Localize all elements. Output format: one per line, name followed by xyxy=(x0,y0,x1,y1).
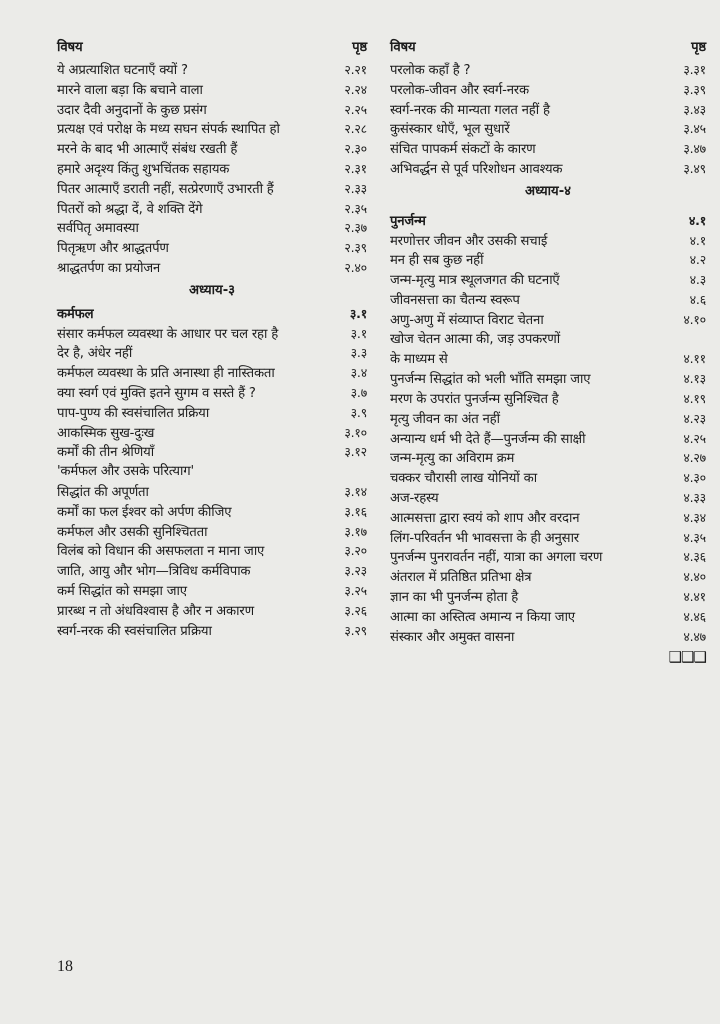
entry-page: ३.२५ xyxy=(344,582,367,598)
entry-title: खोज चेतन आत्मा की, जड़ उपकरणों xyxy=(390,331,561,347)
toc-entry xyxy=(57,502,367,522)
toc-entry xyxy=(390,468,706,488)
toc-entry xyxy=(57,541,367,561)
toc-entry xyxy=(390,80,706,100)
entry-title: पितरों को श्रद्धा दें, वे शक्ति देंगे xyxy=(57,201,203,217)
toc-entry xyxy=(390,528,706,548)
toc-entry xyxy=(57,238,367,258)
entry-title: प्रत्यक्ष एवं परोक्ष के मध्य सघन संपर्क स्थापित हो xyxy=(57,122,280,138)
entry-title: अणु-अणु में संव्याप्त विराट चेतना xyxy=(390,312,544,328)
page-heading: पृष्ठ xyxy=(352,40,367,55)
toc-entry xyxy=(390,369,706,389)
entry-page: ३.१ xyxy=(349,305,367,321)
toc-entry xyxy=(390,310,706,330)
toc-entry xyxy=(390,349,706,369)
toc-entry xyxy=(390,508,706,528)
toc-entry xyxy=(390,409,706,429)
entry-title: मरण के उपरांत पुनर्जन्म सुनिश्चित है xyxy=(390,391,559,407)
entry-title: अभिवर्द्धन से पूर्व परिशोधन आवश्यक xyxy=(390,161,563,177)
toc-entry xyxy=(390,159,706,179)
entry-title: ये अप्रत्याशित घटनाएँ क्यों ? xyxy=(57,63,188,78)
toc-entry xyxy=(57,403,367,423)
section-entry xyxy=(390,211,706,231)
entry-page: ४.३३ xyxy=(683,489,706,505)
entry-title: जाति, आयु और भोग—त्रिविध कर्मविपाक xyxy=(57,564,251,580)
entry-title: कर्मफल xyxy=(57,306,94,322)
toc-entry xyxy=(57,159,367,179)
entry-title: पितर आत्माएँ डराती नहीं, सत्प्रेरणाएँ उभारती हैं xyxy=(57,181,274,197)
entry-title: स्वर्ग-नरक की स्वसंचालित प्रक्रिया xyxy=(57,623,212,639)
toc-entry xyxy=(57,522,367,542)
subject-heading: विषय xyxy=(57,40,83,55)
subject-heading: विषय xyxy=(390,40,416,55)
entry-page: ४.११ xyxy=(683,351,706,367)
toc-header xyxy=(390,36,706,60)
entry-page: ३.२३ xyxy=(344,563,367,579)
page-heading: पृष्ठ xyxy=(691,40,706,55)
entry-title: उदार दैवी अनुदानों के कुछ प्रसंग xyxy=(57,102,207,118)
entry-page: ३.७ xyxy=(350,384,367,400)
entry-title: मन ही सब कुछ नहीं xyxy=(390,253,484,269)
entry-page: ४.३ xyxy=(689,272,706,288)
entry-title: चक्कर चौरासी लाख योनियों का xyxy=(390,471,537,487)
toc-entry xyxy=(390,429,706,449)
section-entry xyxy=(57,304,367,324)
entry-page: ४.२ xyxy=(689,252,706,268)
toc-entry xyxy=(390,270,706,290)
toc-entry xyxy=(57,383,367,403)
entry-title: परलोक-जीवन और स्वर्ग-नरक xyxy=(390,82,529,98)
entry-title: आत्मसत्ता द्वारा स्वयं को शाप और वरदान xyxy=(390,510,580,526)
entry-page: ३.१६ xyxy=(344,503,367,519)
toc-entry xyxy=(390,567,706,587)
entry-title: 'कर्मफल और उसके परित्याग' xyxy=(57,464,194,480)
entry-page: ३.२९ xyxy=(344,622,367,638)
entry-page: ३.१२ xyxy=(344,444,367,460)
toc-entry xyxy=(390,290,706,310)
entry-page: ३.१० xyxy=(344,424,367,440)
entry-title: कर्म सिद्धांत को समझा जाए xyxy=(57,583,187,599)
entry-page: ४.१० xyxy=(683,311,706,327)
entry-page: ४.१९ xyxy=(683,390,706,406)
entry-title: संसार कर्मफल व्यवस्था के आधार पर चल रहा है xyxy=(57,326,279,342)
toc-entry xyxy=(57,179,367,199)
toc-entry xyxy=(57,119,367,139)
entry-page: ३.४३ xyxy=(683,101,706,117)
toc-entry xyxy=(57,100,367,120)
entry-title: सर्वपितृ अमावस्या xyxy=(57,221,139,237)
toc-entry xyxy=(57,324,367,344)
entry-title: आकस्मिक सुख-दुःख xyxy=(57,425,155,441)
entry-title: पाप-पुण्य की स्वसंचालित प्रक्रिया xyxy=(57,405,210,421)
toc-entry xyxy=(57,139,367,159)
entry-title: कुसंस्कार धोएँ, भूल सुधारें xyxy=(390,122,510,138)
entry-title: प्रारब्ध न तो अंधविश्वास है और न अकारण xyxy=(57,603,254,619)
toc-entry xyxy=(57,258,367,278)
entry-page: ३.३९ xyxy=(683,81,706,97)
entry-title: पुनर्जन्म सिद्धांत को भली भाँति समझा जाए xyxy=(390,372,591,388)
entry-title: जन्म-मृत्यु मात्र स्थूलजगत की घटनाएँ xyxy=(390,273,560,289)
end-mark: ❑❑❑ xyxy=(668,648,706,667)
chapter-heading: अध्याय-४ xyxy=(524,183,572,199)
entry-title: देर है, अंधेर नहीं xyxy=(57,346,133,362)
toc-entry xyxy=(57,423,367,443)
entry-page: २.३५ xyxy=(344,200,367,216)
entry-page: २.२५ xyxy=(344,101,367,117)
entry-title: अन्यान्य धर्म भी देते हैं—पुनर्जन्म की साक्षी xyxy=(390,431,586,447)
toc-column-left xyxy=(57,36,367,640)
entry-page: ४.१३ xyxy=(683,371,706,387)
entry-page: ३.१७ xyxy=(344,523,367,539)
entry-title: आत्मा का अस्तित्व अमान्य न किया जाए xyxy=(390,609,575,625)
entry-page: ३.२० xyxy=(344,543,367,559)
toc-entry xyxy=(390,607,706,627)
toc-entry xyxy=(57,581,367,601)
toc-entry xyxy=(57,343,367,363)
entry-title: संस्कार और अमुक्त वासना xyxy=(390,629,515,645)
entry-page: ४.३५ xyxy=(683,529,706,545)
entry-page: ४.३४ xyxy=(683,509,706,525)
entry-title: कर्मों का फल ईश्वर को अर्पण कीजिए xyxy=(57,504,232,520)
toc-entry xyxy=(57,561,367,581)
toc-entry xyxy=(57,462,367,482)
toc-entry xyxy=(390,587,706,607)
toc-entry xyxy=(57,218,367,238)
toc-header xyxy=(57,36,367,60)
entry-title: संचित पापकर्म संकटों के कारण xyxy=(390,142,536,158)
toc-entry xyxy=(390,448,706,468)
entry-page: २.२८ xyxy=(344,121,367,137)
entry-title: क्या स्वर्ग एवं मुक्ति इतने सुगम व सस्ते हैं ? xyxy=(57,385,256,401)
toc-entry xyxy=(390,60,706,80)
entry-title: के माध्यम से xyxy=(390,352,448,368)
entry-page: ४.१ xyxy=(689,232,706,248)
entry-title: जीवनसत्ता का चैतन्य स्वरूप xyxy=(390,292,520,308)
toc-entry xyxy=(57,621,367,641)
page-number: 18 xyxy=(57,958,73,975)
entry-page: ३.४५ xyxy=(683,121,706,137)
entry-title: पुनर्जन्म xyxy=(390,213,426,229)
toc-entry xyxy=(390,119,706,139)
entry-page: २.३१ xyxy=(344,160,367,176)
toc-entry xyxy=(57,482,367,502)
entry-page: ३.२६ xyxy=(344,602,367,618)
toc-entry xyxy=(57,80,367,100)
entry-title: हमारे अदृश्य किंतु शुभचिंतक सहायक xyxy=(57,161,230,177)
entry-title: जन्म-मृत्यु का अविराम क्रम xyxy=(390,451,515,467)
entry-page: ३.९ xyxy=(350,404,367,420)
entry-page: ४.३० xyxy=(683,470,706,486)
entry-page: ४.४६ xyxy=(683,608,706,624)
entry-page: ३.४९ xyxy=(683,160,706,176)
entry-page: २.३० xyxy=(344,141,367,157)
entry-title: कर्मफल व्यवस्था के प्रति अनास्था ही नास्तिकता xyxy=(57,366,275,382)
toc-entry xyxy=(390,488,706,508)
entry-title: पितृऋण और श्राद्धतर्पण xyxy=(57,241,169,257)
entry-title: मारने वाला बड़ा कि बचाने वाला xyxy=(57,82,203,98)
entry-title: श्राद्धतर्पण का प्रयोजन xyxy=(57,260,161,276)
entry-title: स्वर्ग-नरक की मान्यता गलत नहीं है xyxy=(390,102,550,118)
entry-page: ४.४७ xyxy=(683,628,706,644)
entry-page: २.२४ xyxy=(344,81,367,97)
entry-page: ४.२३ xyxy=(683,410,706,426)
entry-page: ४.६ xyxy=(689,291,706,307)
entry-page: ४.२५ xyxy=(683,430,706,446)
entry-title: मृत्यु जीवन का अंत नहीं xyxy=(390,411,500,427)
entry-title: मरणोत्तर जीवन और उसकी सचाई xyxy=(390,233,548,249)
entry-title: ज्ञान का भी पुनर्जन्म होता है xyxy=(390,589,519,605)
entry-title: कर्मफल और उसकी सुनिश्चितता xyxy=(57,524,208,540)
entry-page: ४.२७ xyxy=(683,450,706,466)
entry-page: ४.४० xyxy=(683,569,706,585)
entry-page: ४.४१ xyxy=(683,588,706,604)
entry-page: ३.१ xyxy=(350,325,367,341)
entry-title: परलोक कहाँ है ? xyxy=(390,63,471,78)
entry-title: मरने के बाद भी आत्माएँ संबंध रखती हैं xyxy=(57,142,238,158)
entry-title: अंतराल में प्रतिष्ठित प्रतिभा क्षेत्र xyxy=(390,570,532,586)
entry-title: विलंब को विधान की असफलता न माना जाए xyxy=(57,544,265,560)
entry-page: ३.१४ xyxy=(344,483,367,499)
toc-entry xyxy=(57,60,367,80)
entry-page: ३.४७ xyxy=(683,141,706,157)
toc-entry xyxy=(390,100,706,120)
entry-title: पुनर्जन्म पुनरावर्तन नहीं, यात्रा का अगला चरण xyxy=(390,550,603,566)
toc-entry xyxy=(57,363,367,383)
toc-entry xyxy=(390,250,706,270)
entry-page: ३.३ xyxy=(350,345,367,361)
toc-entry xyxy=(57,199,367,219)
chapter-heading: अध्याय-३ xyxy=(188,282,236,298)
toc-entry xyxy=(57,442,367,462)
toc-entry xyxy=(390,231,706,251)
entry-title: अज-रहस्य xyxy=(390,490,439,506)
toc-entry xyxy=(390,547,706,567)
entry-title: कर्मों की तीन श्रेणियाँ xyxy=(57,445,154,461)
toc-entry xyxy=(390,389,706,409)
toc-entry xyxy=(390,139,706,159)
toc-entry xyxy=(57,601,367,621)
toc-entry xyxy=(390,330,706,350)
toc-column-right xyxy=(390,36,706,668)
entry-page: २.३९ xyxy=(344,240,367,256)
entry-page: २.२१ xyxy=(344,62,367,77)
entry-page: २.४० xyxy=(344,259,367,275)
entry-page: २.३७ xyxy=(344,220,367,236)
entry-title: सिद्धांत की अपूर्णता xyxy=(57,484,149,500)
entry-page: ३.४ xyxy=(350,365,367,381)
toc-entry xyxy=(390,627,706,647)
entry-title: लिंग-परिवर्तन भी भावसत्ता के ही अनुसार xyxy=(390,530,579,546)
entry-page: ४.३६ xyxy=(683,549,706,565)
entry-page: ४.१ xyxy=(688,212,706,228)
entry-page: २.३३ xyxy=(344,180,367,196)
entry-page: ३.३१ xyxy=(683,62,706,77)
